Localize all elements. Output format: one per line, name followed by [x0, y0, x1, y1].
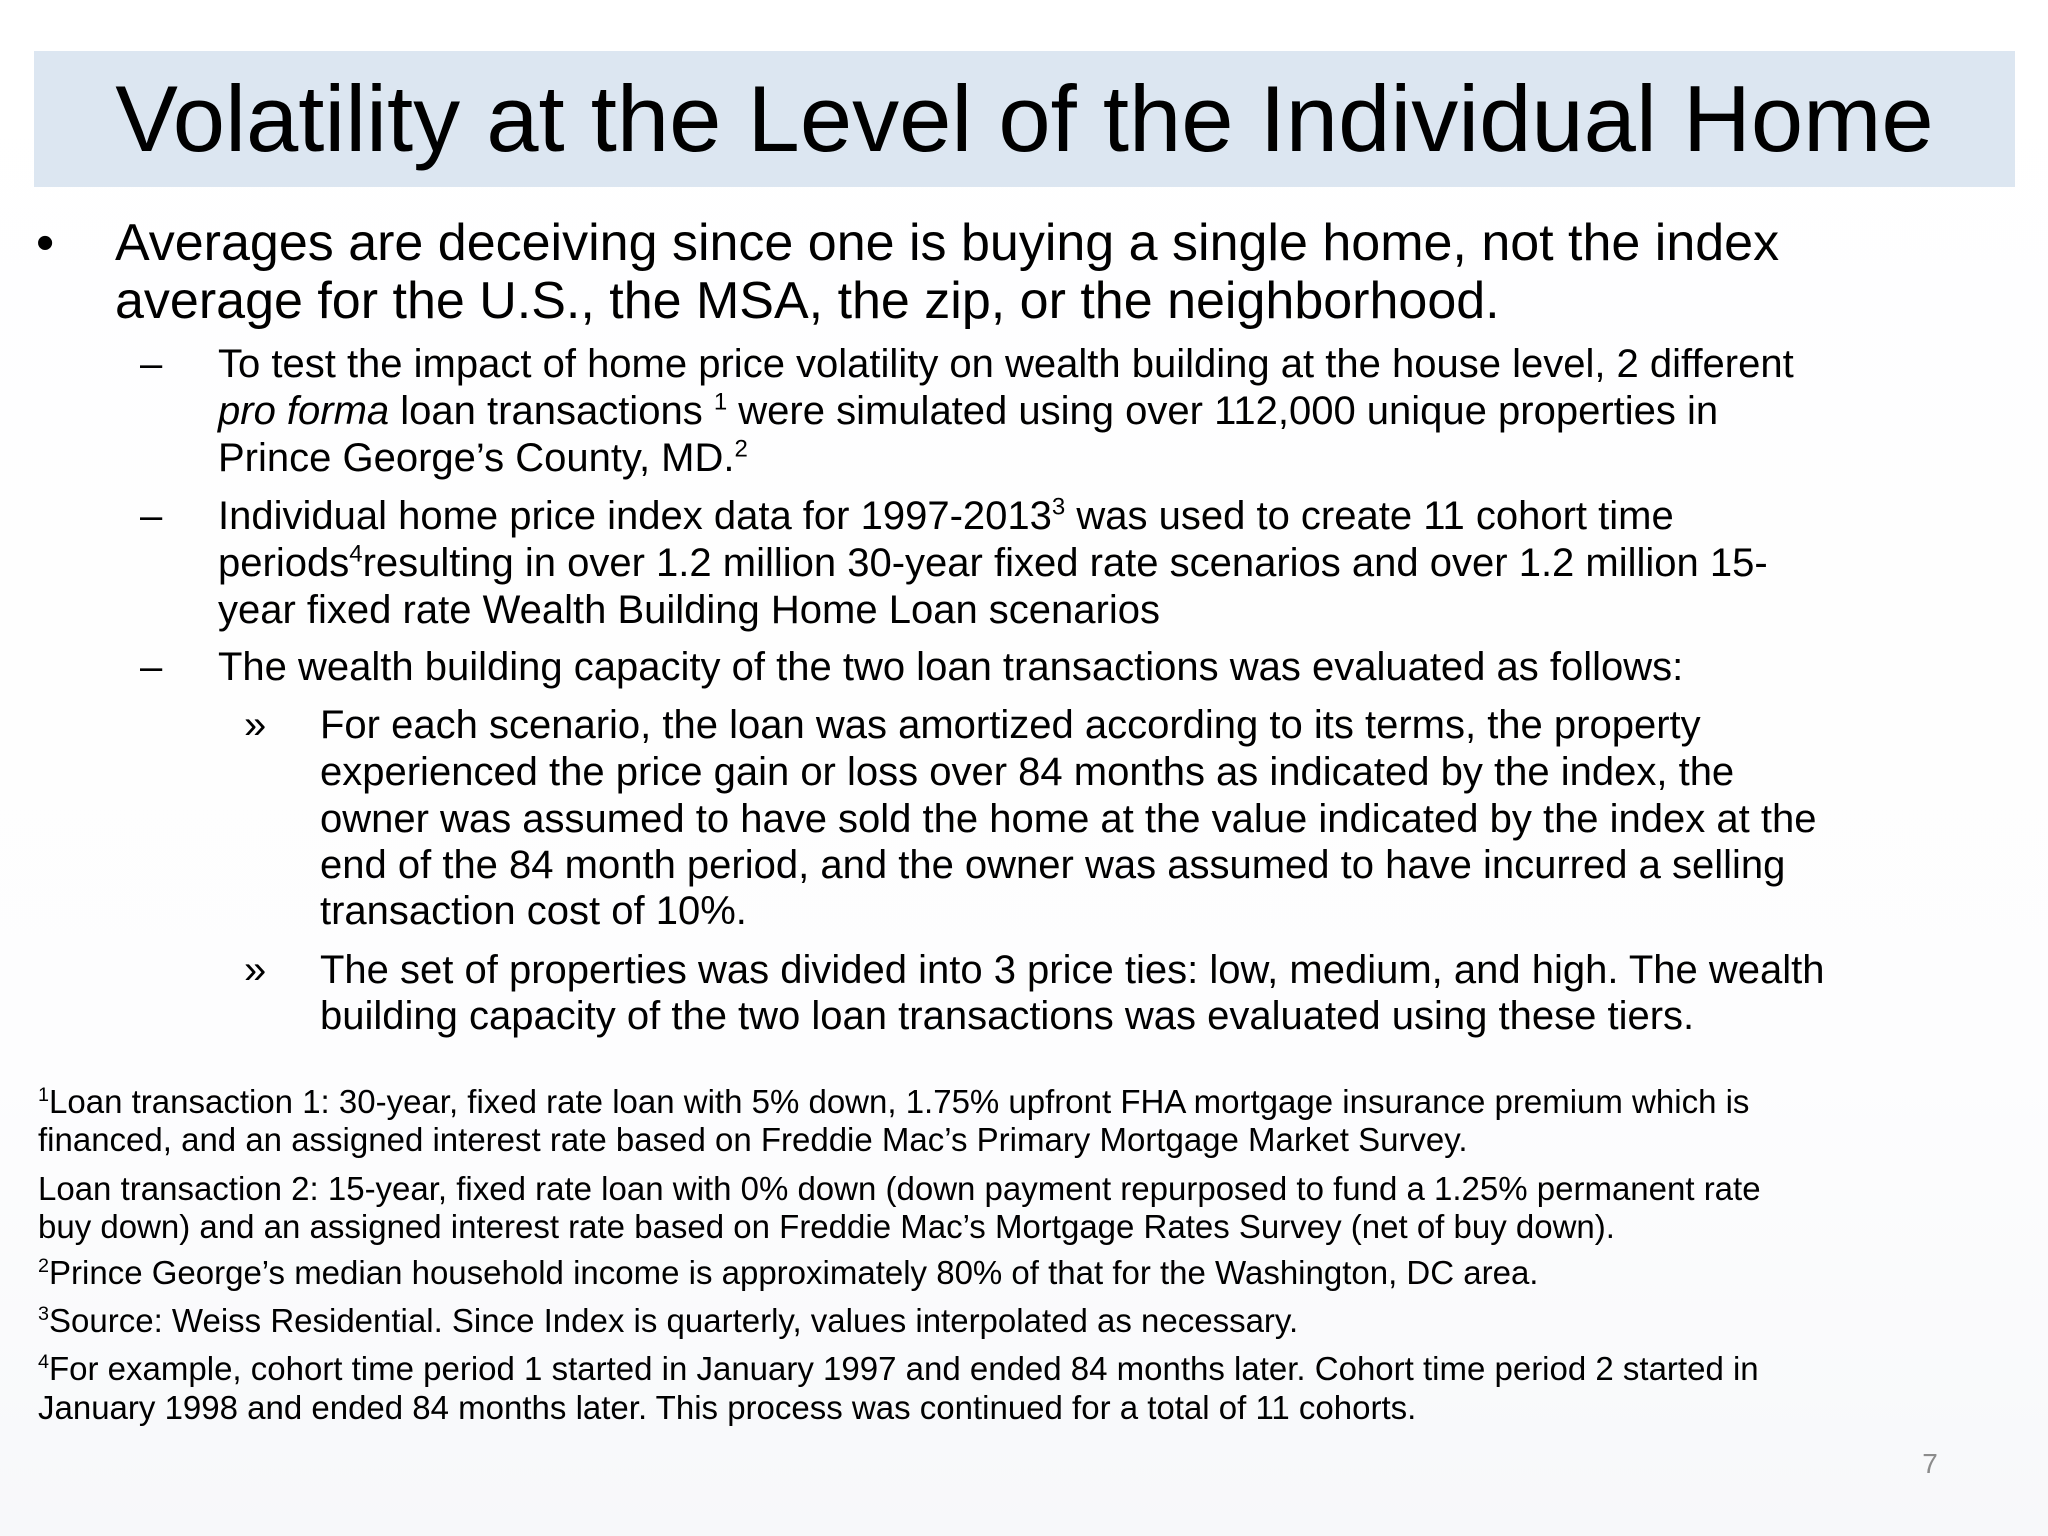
- slide-number: 7: [1922, 1448, 1938, 1479]
- footnote-1-marker: 1: [38, 1084, 50, 1106]
- sub-bullet-1-text-end: were simulated using over 112,000 unique properties in: [727, 389, 1719, 433]
- sub-bullet-1-line-1: To test the impact of home price volatility on wealth building at the house level, 2 different: [218, 342, 1794, 386]
- footnote-1-text: Loan transaction 1: 30-year, fixed rate loan with 5% down, 1.75% upfront FHA mortgage insurance premium which is: [49, 1083, 1750, 1120]
- footnote-4-text: For example, cohort time period 1 started in January 1997 and ended 84 months later. Cohort time period 2 started in: [49, 1350, 1759, 1387]
- sub-bullet-2-text: Individual home price index data for 1997-2013: [218, 494, 1052, 538]
- sub-sub-bullet-1-line-4: end of the 84 month period, and the owner was assumed to have incurred a selling: [320, 843, 1786, 887]
- chevron-bullet-icon: »: [244, 948, 267, 992]
- sub-sub-bullet-2-line-1: The set of properties was divided into 3 price ties: low, medium, and high. The wealth: [320, 948, 1825, 992]
- dash-bullet-icon: –: [140, 645, 163, 689]
- sub-sub-bullet-1-line-5: transaction cost of 10%.: [320, 889, 747, 933]
- sub-bullet-2-text-2: periods: [218, 541, 350, 585]
- footnote-4-line-2: January 1998 and ended 84 months later. This process was continued for a total of 11 cohorts.: [38, 1389, 1417, 1426]
- pro-forma-italic: pro forma: [218, 389, 390, 433]
- sub-bullet-2-text-2-end: resulting in over 1.2 million 30-year fixed rate scenarios and over 1.2 million 15-: [362, 541, 1768, 585]
- footnote-4-marker: 4: [38, 1351, 50, 1373]
- sub-bullet-1-text: loan transactions: [389, 389, 714, 433]
- sub-bullet-3-line-1: The wealth building capacity of the two loan transactions was evaluated as follows:: [218, 645, 1684, 689]
- bullet-text-line-1: Averages are deceiving since one is buying a single home, not the index: [115, 214, 1780, 272]
- sub-bullet-2-line-2: [218, 541, 1768, 586]
- footnote-ref-3: 3: [1051, 493, 1066, 521]
- sub-sub-bullet-1-line-1: For each scenario, the loan was amortized according to its terms, the property: [320, 703, 1701, 747]
- sub-bullet-2-line-1: [218, 494, 1674, 539]
- footnote-1-line-2: financed, and an assigned interest rate based on Freddie Mac’s Primary Mortgage Market Survey.: [38, 1121, 1468, 1158]
- footnote-2-marker: 2: [38, 1255, 50, 1277]
- footnote-2-text: Prince George’s median household income is approximately 80% of that for the Washington, DC area.: [49, 1254, 1539, 1291]
- footnote-3-marker: 3: [38, 1303, 50, 1325]
- sub-bullet-1-line-3: [218, 436, 748, 481]
- sub-bullet-2-text-end: was used to create 11 cohort time: [1065, 494, 1674, 538]
- slide-title: Volatility at the Level of the Individual Home: [115, 66, 1934, 171]
- bullet-icon: •: [36, 214, 55, 272]
- footnote-3: [38, 1302, 1298, 1340]
- sub-bullet-1-text-3: Prince George’s County, MD.: [218, 436, 735, 480]
- bullet-text-line-2: average for the U.S., the MSA, the zip, or the neighborhood.: [115, 272, 1500, 330]
- footnote-1b-line-2: buy down) and an assigned interest rate based on Freddie Mac’s Mortgage Rates Survey (net of buy down).: [38, 1208, 1615, 1245]
- footnote-1b-line-1: Loan transaction 2: 15-year, fixed rate loan with 0% down (down payment repurposed to fund a 1.25% permanent rate: [38, 1170, 1761, 1207]
- footnote-ref-1: 1: [713, 388, 728, 416]
- footnote-1-line-1: [38, 1083, 1749, 1121]
- footnote-2: [38, 1254, 1538, 1292]
- footnote-3-text: Source: Weiss Residential. Since Index is quarterly, values interpolated as necessary.: [49, 1302, 1299, 1339]
- chevron-bullet-icon: »: [244, 703, 267, 747]
- sub-sub-bullet-1-line-3: owner was assumed to have sold the home at the value indicated by the index at the: [320, 797, 1817, 841]
- footnote-ref-4: 4: [349, 540, 363, 568]
- sub-sub-bullet-2-line-2: building capacity of the two loan transactions was evaluated using these tiers.: [320, 994, 1695, 1038]
- sub-bullet-2-line-3: year fixed rate Wealth Building Home Loan scenarios: [218, 588, 1160, 632]
- dash-bullet-icon: –: [140, 494, 163, 538]
- sub-sub-bullet-1-line-2: experienced the price gain or loss over 84 months as indicated by the index, the: [320, 750, 1735, 794]
- sub-bullet-1-line-2: [218, 389, 1718, 434]
- footnote-4-line-1: [38, 1350, 1759, 1388]
- footnote-ref-2: 2: [734, 435, 748, 463]
- dash-bullet-icon: –: [140, 342, 163, 386]
